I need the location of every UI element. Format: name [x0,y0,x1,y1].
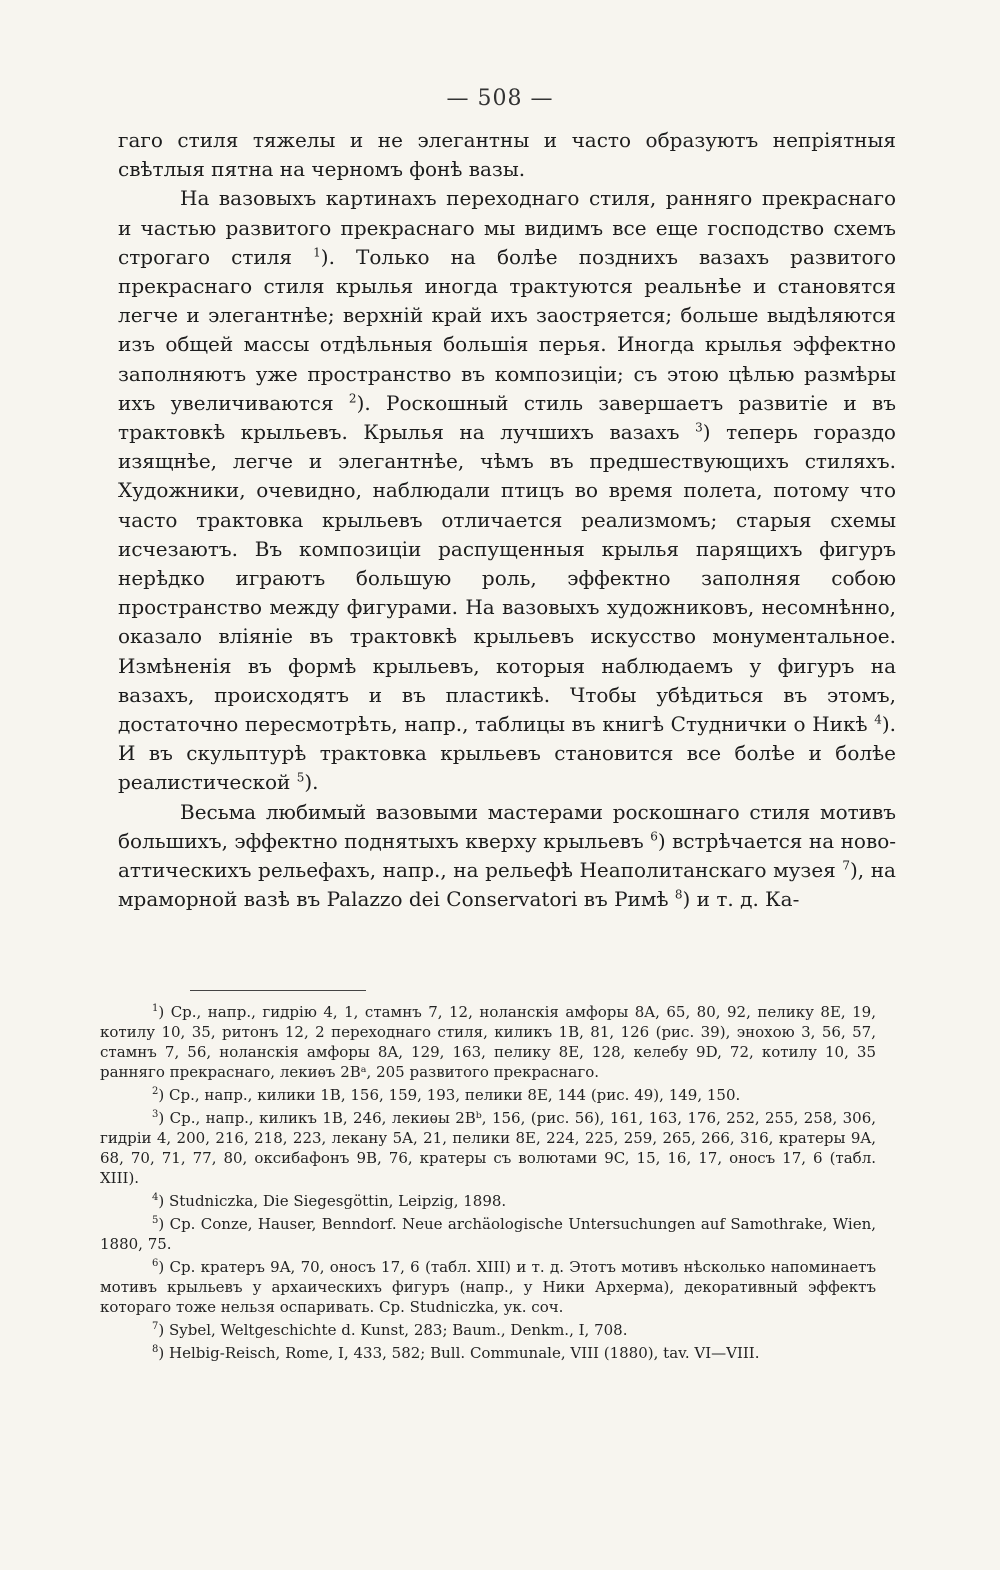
footnote-text: ) Ср., напр., киликъ 1B, 246, лекиѳы 2Bᵇ, 156, (рис. 56), 161, 163, 176, 252, 255, 258, 306, гидріи 4, 200, 216, 218, 223, лекану 5A, 21, пелики 8E, 224, 225, 259, 265, 266, 316, кратеры 9A, 68, 70, 71, 77, 80, оксибафонъ 9B, 76, кратеры съ волютами 9C, 15, 16, 17, оносъ 17, 6 (табл. XIII). [100,1109,876,1187]
footnote-text: ) Helbig-Reisch, Rome, I, 433, 582; Bull. Communale, VIII (1880), tav. VI—VIII. [158,1344,760,1362]
footnote-text: ) Ср. кратеръ 9A, 70, оносъ 17, 6 (табл. XIII) и т. д. Этотъ мотивъ нѣсколько напоминаетъ мотивъ крыльевъ у архаическихъ фигуръ (напр., у Ники Архерма), декоративный эффектъ котораго тоже нельзя оспаривать. Ср. Studniczka, ук. соч. [100,1258,876,1316]
paragraph [118,126,896,184]
footnote-mark: 5 [152,1215,159,1226]
paragraph [118,798,896,915]
footnote-divider [190,990,366,991]
footnote [100,1214,876,1254]
footnote-mark: 7 [152,1321,159,1332]
text-run: гаго стиля тяжелы и не элегантны и часто образуютъ непріятныя свѣтлыя пятна на черномъ фонѣ вазы. [118,128,896,182]
footnote-mark: 3 [152,1109,159,1120]
footnote-ref[interactable]: 8 [674,887,683,902]
main-text [118,126,896,914]
text-run: ). И въ скульптурѣ трактовка крыльевъ становится все болѣе и болѣе реалистической [118,712,896,795]
text-run: ). Только на болѣе позднихъ вазахъ развитого прекраснаго стиля крылья иногда трактуются реальнѣе и становятся легче и элегантнѣе; верхній край ихъ заостряется; больше выдѣляются изъ общей массы отдѣльныя большія перья. Иногда крылья эффектно заполняютъ уже пространство въ композиціи; съ этою цѣлью размѣры ихъ увеличиваются [118,244,896,415]
footnote-mark: 6 [152,1258,159,1269]
footnote [100,1257,876,1317]
text-run: ) и т. д. Ка- [682,887,800,912]
footnote-text: ) Studniczka, Die Siegesgöttin, Leipzig, 1898. [158,1192,507,1210]
footnote-ref[interactable]: 4 [874,712,882,727]
footnote-ref[interactable]: 5 [296,770,305,785]
footnote [100,1002,876,1082]
footnote [100,1343,876,1363]
footnote-mark: 8 [152,1344,159,1355]
text-run: ) теперь гораздо изящнѣе, легче и элегантнѣе, чѣмъ въ предшествующихъ стиляхъ. Художники, очевидно, наблюдали птицъ во время полета, потому что часто трактовка крыльевъ отличается реализмомъ; старыя схемы исчезаютъ. Въ композиціи распущенныя крылья парящихъ фигуръ нерѣдко играютъ большую роль, эффектно заполняя собою пространство между фигурами. На вазовыхъ художниковъ, несомнѣнно, оказало вліяніе въ трактовкѣ крыльевъ искусство монументальное. Измѣненія въ формѣ крыльевъ, которыя наблюдаемъ у фигуръ на вазахъ, происходятъ и въ пластикѣ. Чтобы убѣдиться въ этомъ, достаточно пересмотрѣть, напр., таблицы въ книгѣ Студнички о Никѣ [118,420,896,737]
footnote [100,1085,876,1105]
footnote-mark: 1 [152,1003,159,1014]
footnote-ref[interactable]: 3 [695,420,703,435]
footnote-ref[interactable]: 1 [313,245,321,260]
footnote-mark: 4 [152,1192,159,1203]
footnote-text: ) Ср., напр., килики 1B, 156, 159, 193, пелики 8E, 144 (рис. 49), 149, 150. [158,1086,741,1104]
footnote-text: ) Ср. Conze, Hauser, Benndorf. Neue archäologische Untersuchungen auf Samothrake, Wien, 1880, 75. [100,1215,876,1253]
text-run: ) встрѣчается на ново-аттическихъ рельефахъ, напр., на рельефѣ Неаполитанскаго музея [118,828,897,883]
footnote-text: ) Ср., напр., гидрію 4, 1, стамнъ 7, 12, ноланскія амфоры 8A, 65, 80, 92, пелику 8E, 19, котилу 10, 35, ритонъ 12, 2 переходнаго стиля, киликъ 1B, 81, 126 (рис. 39), энохою 3, 56, 57, стамнъ 7, 56, ноланскія амфоры 8A, 129, 163, пелику 8E, 128, келебу 9D, 72, котилу 10, 35 ранняго прекраснаго, лекиѳъ 2Bᵃ, 205 развитого прекраснаго. [100,1003,876,1081]
paragraph [118,184,896,797]
text-run: ), на мраморной вазѣ въ Palazzo dei Conservatori въ Римѣ [118,858,896,912]
footnote [100,1320,876,1340]
footnote [100,1191,876,1211]
text-run: ). Роскошный стиль завершаетъ развитіе и въ трактовкѣ крыльевъ. Крылья на лучшихъ вазахъ [118,390,896,445]
text-run: Весьма любимый вазовыми мастерами роскошнаго стиля мотивъ большихъ, эффектно поднятыхъ кверху крыльевъ [118,799,896,853]
text-run: ). [304,770,319,795]
footnote [100,1108,876,1188]
text-run: На вазовыхъ картинахъ переходнаго стиля, ранняго прекраснаго и частью развитого прекраснаго мы видимъ все еще господство схемъ строгаго стиля [118,186,896,269]
footnote-mark: 2 [152,1086,159,1097]
footnote-text: ) Sybel, Weltgeschichte d. Kunst, 283; Baum., Denkm., I, 708. [158,1321,628,1339]
footnote-ref[interactable]: 7 [842,858,850,873]
page-number: — 508 — [446,86,554,111]
footnote-ref[interactable]: 6 [650,829,658,844]
footnote-ref[interactable]: 2 [348,391,357,406]
footnotes [100,1002,876,1366]
